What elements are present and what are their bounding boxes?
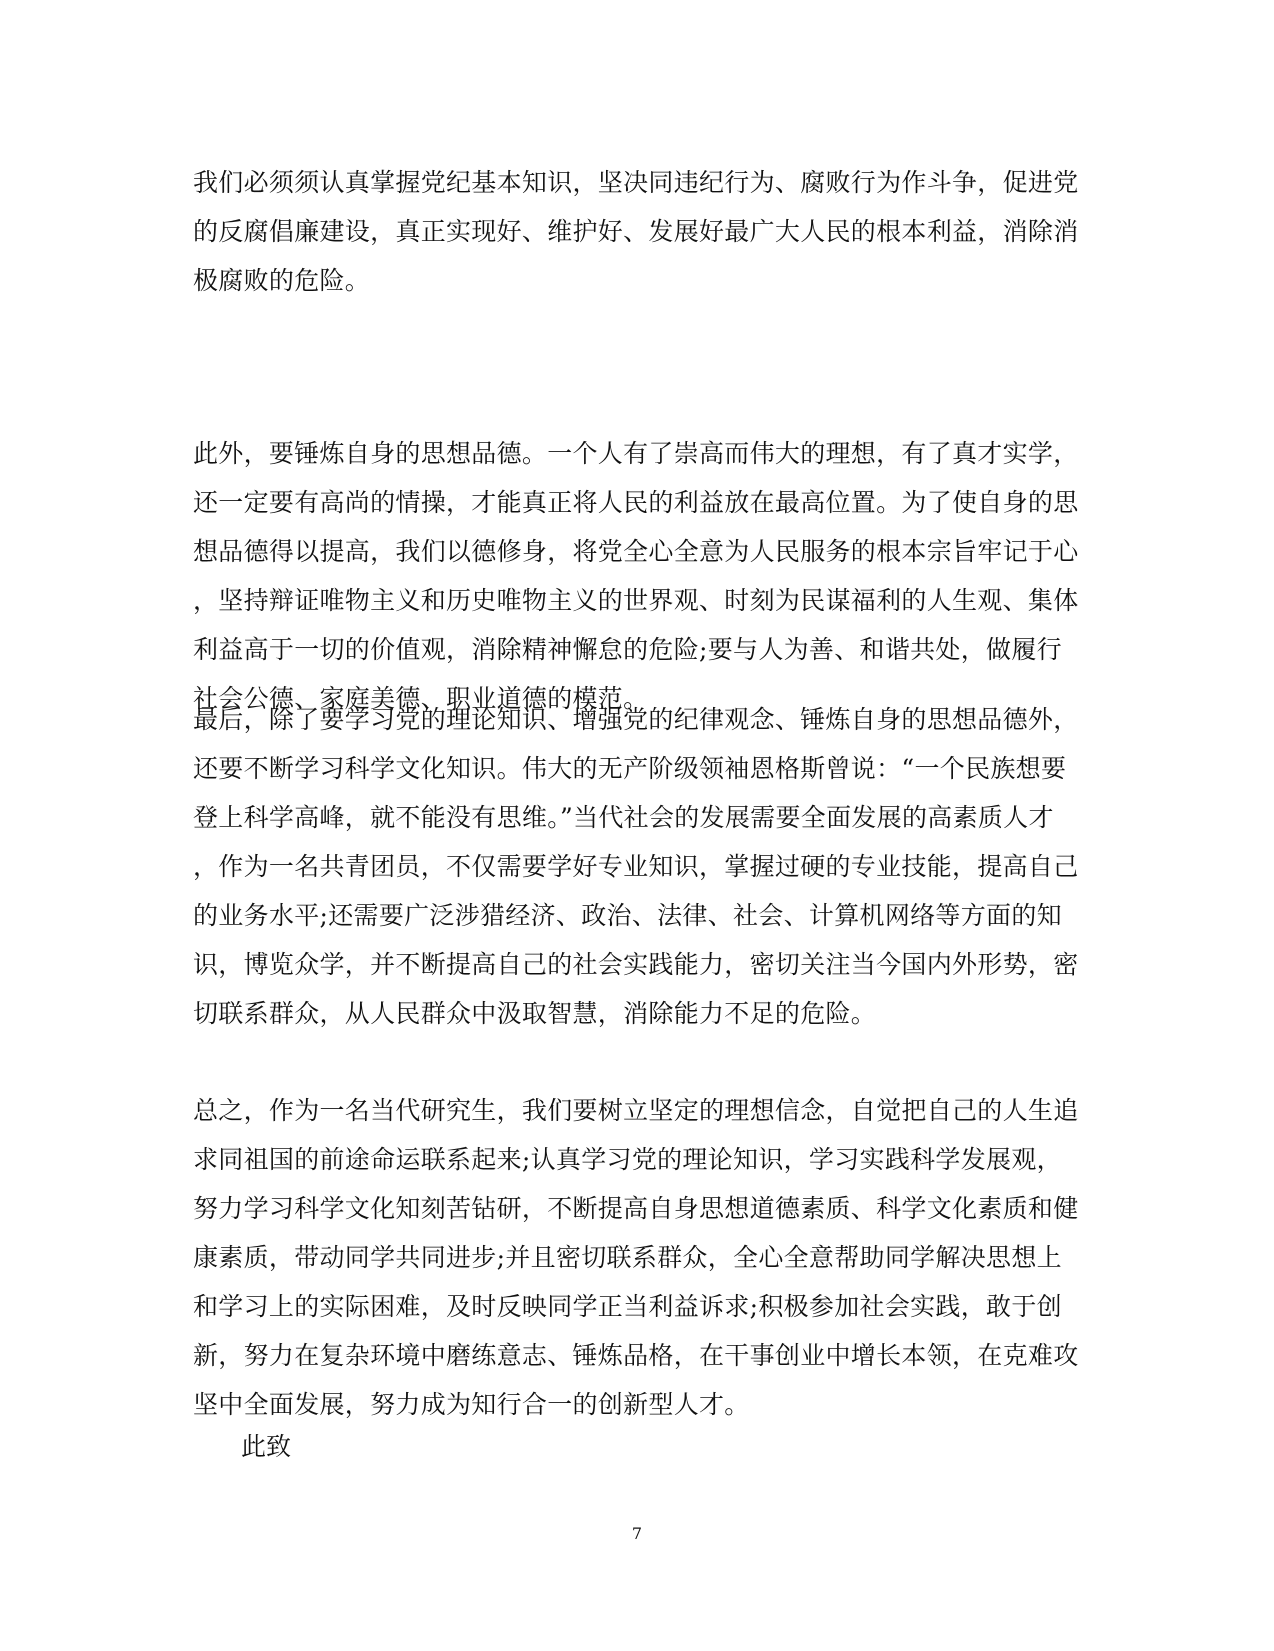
text-line: 登上科学高峰，就不能没有思维。”当代社会的发展需要全面发展的高素质人才 [193,803,1054,832]
text-line: 的业务水平;还需要广泛涉猎经济、政治、法律、社会、计算机网络等方面的知 [193,901,1062,930]
paragraph-scientific-knowledge [193,695,1079,1038]
closing-salutation: 此致 [241,1432,292,1461]
paragraph-conclusion [193,1086,1079,1429]
text-line: 极腐败的危险。 [193,266,371,295]
text-line: ，作为一名共青团员，不仅需要学好专业知识，掌握过硬的专业技能，提高自己 [193,852,1079,881]
text-line: 求同祖国的前途命运联系起来;认真学习党的理论知识，学习实践科学发展观， [193,1145,1062,1174]
text-line: 利益高于一切的价值观，消除精神懈怠的危险;要与人为善、和谐共处，做履行 [193,635,1062,664]
text-line: 的反腐倡廉建设，真正实现好、维护好、发展好最广大人民的根本利益，消除消 [193,217,1079,246]
text-line: 还一定要有高尚的情操，才能真正将人民的利益放在最高位置。为了使自身的思 [193,488,1079,517]
text-line: 识，博览众学，并不断提高自己的社会实践能力，密切关注当今国内外形势，密 [193,950,1079,979]
text-line: 社会公德、家庭美德、职业道德的模范。 [193,684,649,713]
text-line: ，坚持辩证唯物主义和历史唯物主义的世界观、时刻为民谋福利的人生观、集体 [193,586,1079,615]
text-line: 努力学习科学文化知刻苦钻研，不断提高自身思想道德素质、科学文化素质和健 [193,1194,1079,1223]
text-line: 切联系群众，从人民群众中汲取智慧，消除能力不足的危险。 [193,999,877,1028]
page-number: 7 [631,1524,643,1543]
text-line: 康素质，带动同学共同进步;并且密切联系群众，全心全意帮助同学解决思想上 [193,1243,1062,1272]
paragraph-moral-character [193,429,1079,723]
text-line: 最后，除了要学习党的理论知识、增强党的纪律观念、锤炼自身的思想品德外， [193,705,1079,734]
text-line: 我们必须须认真掌握党纪基本知识，坚决同违纪行为、腐败行为作斗争，促进党 [193,168,1079,197]
text-line: 还要不断学习科学文化知识。伟大的无产阶级领袖恩格斯曾说：“一个民族想要 [193,754,1067,783]
paragraph-party-discipline [193,158,1079,305]
text-line: 总之，作为一名当代研究生，我们要树立坚定的理想信念，自觉把自己的人生追 [193,1096,1079,1125]
text-line: 和学习上的实际困难，及时反映同学正当利益诉求;积极参加社会实践，敢于创 [193,1292,1062,1321]
text-line: 新，努力在复杂环境中磨练意志、锤炼品格，在干事创业中增长本领，在克难攻 [193,1341,1079,1370]
text-line: 想品德得以提高，我们以德修身，将党全心全意为人民服务的根本宗旨牢记于心 [193,537,1079,566]
text-line: 坚中全面发展，努力成为知行合一的创新型人才。 [193,1390,750,1419]
text-line: 此外，要锤炼自身的思想品德。一个人有了崇高而伟大的理想，有了真才实学， [193,439,1079,468]
